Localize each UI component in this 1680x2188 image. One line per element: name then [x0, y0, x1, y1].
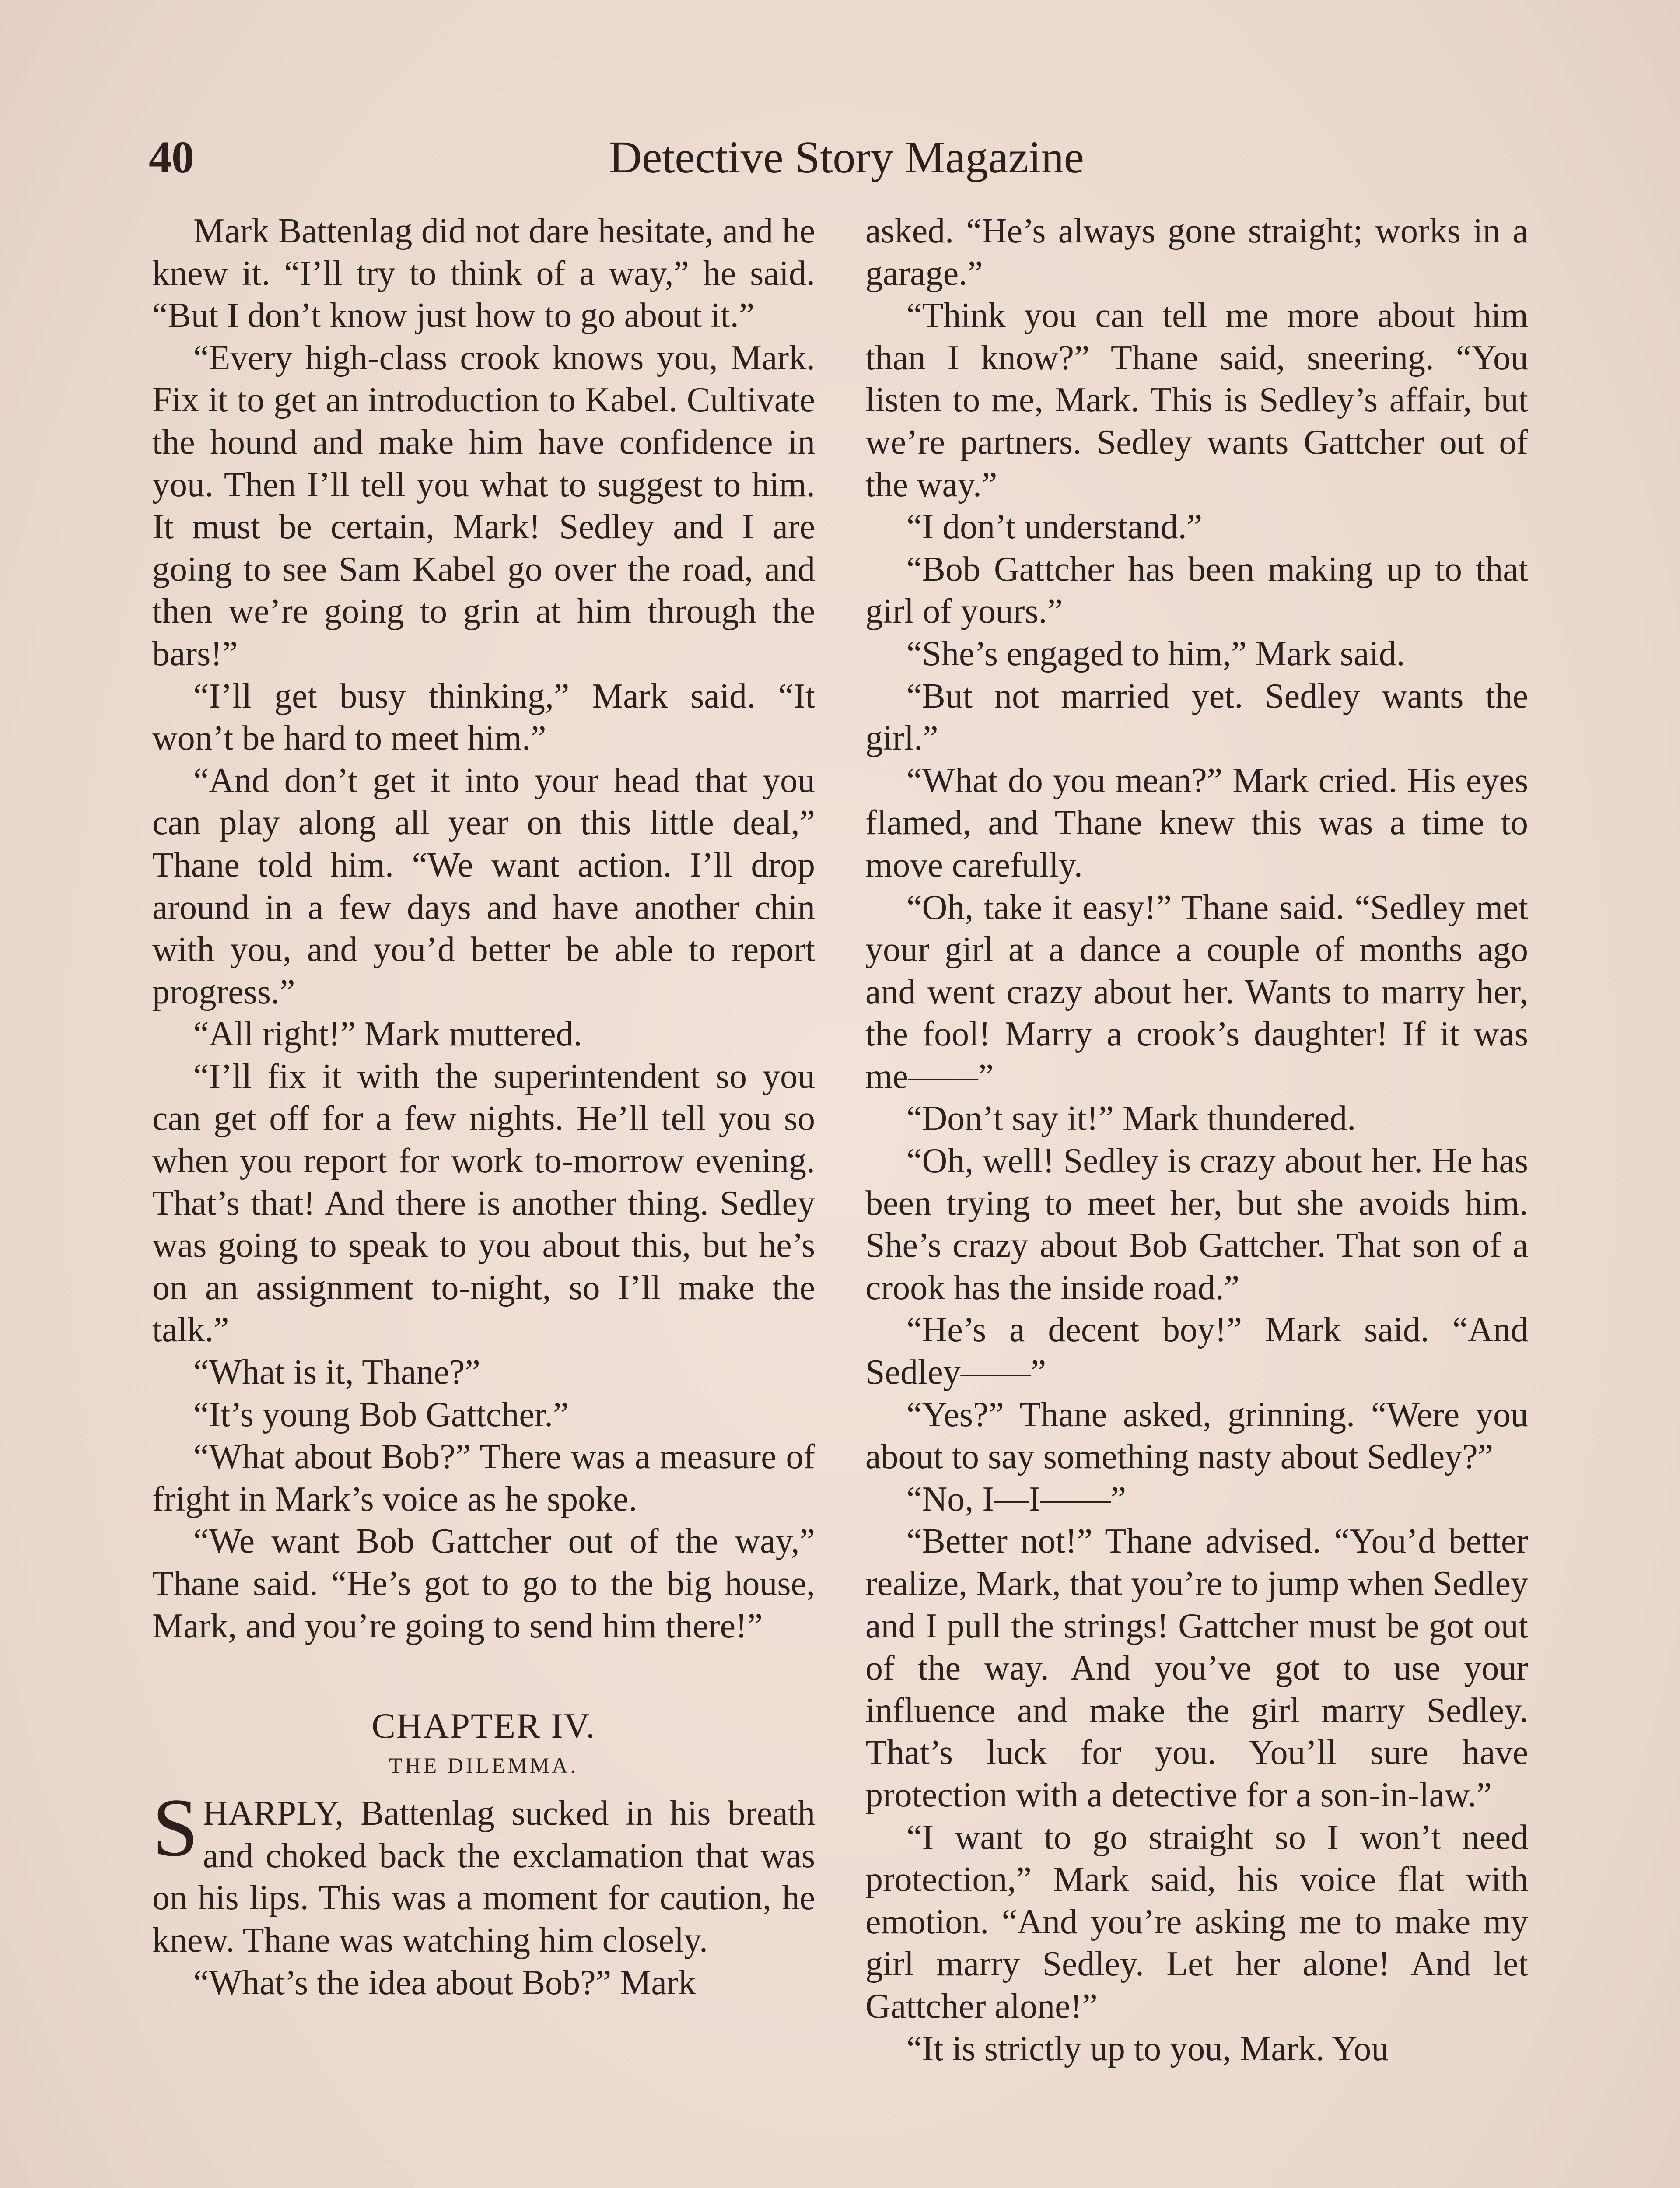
paragraph: “I want to go straight so I won’t need protection,” Mark said, his voice flat with emotion. “And you’re asking me to make my girl marry Sedley. Let her alone! And let Gattcher alone!”: [865, 1818, 1528, 2026]
paragraph: “She’s engaged to him,” Mark said.: [906, 634, 1405, 673]
paragraph: “All right!” Mark muttered.: [193, 1015, 582, 1054]
paragraph: “We want Bob Gattcher out of the way,” Thane said. “He’s got to go to the big house, Mark, and you’re going to send him there!”: [152, 1522, 815, 1645]
page-header: [149, 127, 1544, 188]
paragraph: “Better not!” Thane advised. “You’d better realize, Mark, that you’re to jump when Sedley and I pull the strings! Gattcher must be got out of the way. And you’ve got to use your influence and make the girl marry Sedley. That’s luck for you. You’ll sure have protection with a detective for a son-in-law.”: [865, 1522, 1528, 1814]
continued-paragraph: asked. “He’s always gone straight; works in a garage.”: [865, 212, 1528, 293]
page-number: 40: [149, 132, 194, 182]
chapter-subtitle: THE DILEMMA.: [388, 1753, 579, 1778]
paragraph: “What do you mean?” Mark cried. His eyes flamed, and Thane knew this was a time to move carefully.: [865, 761, 1528, 884]
paragraph: “Think you can tell me more about him than I know?” Thane said, sneering. “You listen to me, Mark. This is Sedley’s affair, but we’re partners. Sedley wants Gattcher out of the way.”: [865, 296, 1528, 504]
left-column: [152, 210, 815, 2004]
paragraph: “Yes?” Thane asked, grinning. “Were you about to say something nasty about Sedley?”: [865, 1395, 1528, 1476]
paragraph: “Bob Gattcher has been making up to that girl of yours.”: [865, 550, 1528, 631]
paragraph: “What’s the idea about Bob?” Mark: [193, 1963, 696, 2002]
chapter-heading: CHAPTER IV.: [371, 1706, 596, 1746]
paragraph: “I’ll get busy thinking,” Mark said. “It won’t be hard to meet him.”: [152, 677, 815, 758]
drop-cap-letter: S: [152, 1782, 199, 1874]
paragraph: Mark Battenlag did not dare hesitate, and he knew it. “I’ll try to think of a way,” he said. “But I don’t know just how to go about it.”: [152, 212, 815, 335]
paragraph: “Oh, well! Sedley is crazy about her. He has been trying to meet her, but she avoids him. She’s crazy about Bob Gattcher. That son of a crook has the inside road.”: [865, 1142, 1528, 1307]
paragraph: “But not married yet. Sedley wants the girl.”: [865, 677, 1528, 758]
paragraph: “No, I—I——”: [906, 1480, 1127, 1518]
paragraph: “What about Bob?” There was a measure of fright in Mark’s voice as he spoke.: [152, 1438, 815, 1518]
paragraph: “What is it, Thane?”: [193, 1353, 481, 1392]
paragraph: “Don’t say it!” Mark thundered.: [906, 1099, 1356, 1138]
dropcap-paragraph-text: HARPLY, Battenlag sucked in his breath and choked back the exclamation that was on his lips. This was a moment for caution, he knew. Thane was watching him closely.: [152, 1794, 815, 1960]
paragraph: “Every high-class crook knows you, Mark. Fix it to get an introduction to Kabel. Cultivate the hound and make him have confidence in you. Then I’ll tell you what to suggest to him. It must be certain, Mark! Sedley and I are going to see Sam Kabel go over the road, and then we’re going to grin at him through the bars!”: [152, 338, 815, 673]
running-title: Detective Story Magazine: [609, 132, 1084, 182]
paragraph: “And don’t get it into your head that you can play along all year on this little deal,” Thane told him. “We want action. I’ll drop around in a few days and have another chin with you, and you’d better be able to report progress.”: [152, 761, 815, 1011]
dropcap-paragraph: [152, 1782, 815, 1961]
paragraph: “He’s a decent boy!” Mark said. “And Sedley——”: [865, 1311, 1528, 1392]
paragraph: “It is strictly up to you, Mark. You: [906, 2029, 1389, 2068]
paragraph: “I don’t understand.”: [906, 508, 1203, 547]
right-column: [865, 210, 1528, 2070]
paragraph: “I’ll fix it with the superintendent so you can get off for a few nights. He’ll tell you so when you report for work to-morrow evening. That’s that! And there is another thing. Sedley was going to speak to you about this, but he’s on an assignment to-night, so I’ll make the talk.”: [152, 1057, 815, 1350]
paragraph: “Oh, take it easy!” Thane said. “Sedley met your girl at a dance a couple of months ago and went crazy about her. Wants to marry her, the fool! Marry a crook’s daughter! If it was me——”: [865, 888, 1528, 1096]
paragraph: “It’s young Bob Gattcher.”: [193, 1395, 569, 1434]
